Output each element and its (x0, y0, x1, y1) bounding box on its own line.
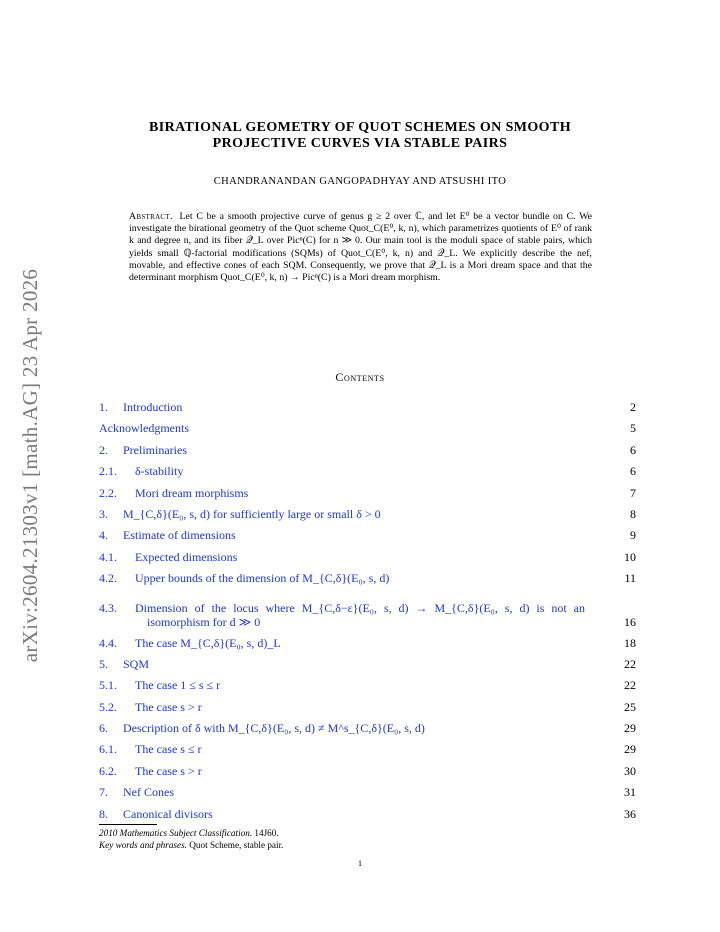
toc-entry-link[interactable] (99, 739, 202, 760)
toc-entry-number: 2.1. (99, 464, 117, 479)
table-of-contents (99, 397, 636, 825)
toc-entry-number: 6. (99, 721, 108, 736)
toc-entry-link[interactable] (99, 418, 189, 439)
toc-entry-number: 5.2. (99, 699, 117, 714)
toc-entry-number: 8. (99, 806, 108, 821)
toc-entry-title: The case s > r (135, 699, 202, 714)
toc-entry-page: 30 (624, 763, 636, 778)
toc-entry-page: 29 (624, 721, 636, 736)
arxiv-identifier: arXiv:2604.21303v1 [math.AG] 23 Apr 2026 (18, 268, 43, 662)
toc-entry[interactable] (99, 418, 636, 439)
toc-entry-link[interactable] (99, 761, 202, 782)
msc-footnote (99, 828, 619, 840)
toc-entry-page: 31 (624, 785, 636, 800)
toc-entry-number: 6.1. (99, 742, 117, 757)
toc-entry-page: 22 (624, 656, 636, 671)
toc-entry-link[interactable] (99, 397, 182, 418)
toc-entry-page: 29 (624, 742, 636, 757)
toc-entry-page: 25 (624, 699, 636, 714)
toc-entry-title: SQM (123, 656, 150, 671)
toc-entry[interactable] (99, 782, 636, 803)
toc-entry-link[interactable] (99, 804, 213, 825)
toc-entry-link[interactable] (99, 440, 187, 461)
keywords-footnote (99, 840, 619, 852)
keywords-value: Quot Scheme, stable pair. (189, 839, 284, 850)
toc-entry-link[interactable] (99, 654, 149, 675)
toc-entry-title: The case M_{C,δ}(E₀, s, d)_L (135, 635, 281, 650)
toc-entry-title: M_{C,δ}(E₀, s, d) for sufficiently large or small δ > 0 (123, 506, 381, 521)
toc-entry-link[interactable] (99, 461, 183, 482)
abstract (129, 211, 592, 284)
toc-entry-page: 11 (624, 571, 636, 586)
paper-title-line-2: PROJECTIVE CURVES VIA STABLE PAIRS (212, 136, 508, 151)
keywords-label: Key words and phrases. (99, 839, 187, 850)
toc-entry-title: Introduction (123, 400, 183, 414)
abstract-label: Abstract. (129, 211, 173, 222)
toc-entry-title: Canonical divisors (123, 806, 213, 821)
toc-entry-number: 4.3. (99, 600, 117, 615)
toc-entry-title: Description of δ with M_{C,δ}(E₀, s, d) ≠ M^s_{C,δ}(E₀, s, d) (123, 721, 425, 736)
paper-authors: CHANDRANANDAN GANGOPADHYAY AND ATSUSHI ITO (213, 176, 507, 187)
toc-entry-link[interactable] (99, 697, 202, 718)
toc-entry-link[interactable] (99, 568, 389, 589)
arxiv-identifier-sidebar (14, 240, 48, 690)
toc-entry-title: Preliminaries (123, 442, 187, 457)
toc-entry[interactable] (99, 633, 636, 654)
toc-entry-page: 9 (630, 528, 636, 543)
toc-entry-title: δ-stability (135, 464, 184, 479)
toc-entry-number: 7. (99, 785, 108, 800)
toc-entry-title: The case s > r (135, 763, 202, 778)
toc-entry[interactable] (99, 675, 636, 696)
toc-entry-page: 2 (630, 400, 636, 414)
toc-entry[interactable] (99, 525, 636, 546)
toc-entry-link[interactable] (99, 633, 281, 654)
toc-entry-page: 6 (630, 442, 636, 457)
toc-entry-number: 6.2. (99, 763, 117, 778)
toc-entry-page: 16 (624, 614, 636, 629)
toc-entry-number: 5.1. (99, 678, 117, 693)
toc-entry-number: 1. (99, 400, 108, 414)
toc-entry-link[interactable] (99, 525, 236, 546)
toc-entry[interactable] (99, 718, 636, 739)
toc-entry[interactable] (99, 654, 636, 675)
toc-entry[interactable] (99, 739, 636, 760)
toc-entry[interactable] (99, 440, 636, 461)
toc-entry-page: 22 (624, 678, 636, 693)
toc-entry-page: 36 (624, 806, 636, 821)
toc-entry[interactable] (99, 568, 636, 589)
toc-entry-title: Estimate of dimensions (123, 528, 236, 543)
footnotes (99, 828, 619, 851)
footnote-rule (99, 824, 157, 825)
toc-entry-page: 6 (630, 464, 636, 479)
contents-heading: Contents (335, 370, 385, 384)
toc-entry-number: 3. (99, 506, 108, 521)
toc-entry-title: The case s ≤ r (135, 742, 202, 757)
toc-entry-number: 2.2. (99, 485, 117, 500)
toc-entry-page: 18 (624, 635, 636, 650)
toc-entry[interactable] (99, 397, 636, 418)
toc-entry[interactable] (99, 483, 636, 504)
toc-entry-number: 5. (99, 656, 108, 671)
toc-entry[interactable] (99, 590, 636, 633)
toc-entry[interactable] (99, 504, 636, 525)
paper-title (100, 120, 620, 152)
toc-entry-link[interactable] (99, 483, 248, 504)
toc-entry-number: 4.2. (99, 571, 117, 586)
toc-entry-title: Upper bounds of the dimension of M_{C,δ}(E₀, s, d) (135, 571, 390, 586)
toc-entry-link[interactable] (99, 504, 381, 525)
toc-entry-number: 2. (99, 442, 108, 457)
msc-label: 2010 Mathematics Subject Classification. (99, 828, 253, 838)
toc-entry-title: The case 1 ≤ s ≤ r (135, 678, 221, 693)
msc-value: 14J60. (254, 828, 279, 838)
abstract-text: Let C be a smooth projective curve of genus g ≥ 2 over ℂ, and let E⁰ be a vector bundle on C. We investigate the birational geometry of the Quot scheme Quot_C(E⁰, k, n), which parametrizes quotients of E⁰ of rank k and degree n, and its fiber 𝒬_L over Picⁿ(C) for n ≫ 0. Our main tool is the moduli space of stable pairs, which yields small ℚ-factorial modifications (SQMs) of Quot_C(E⁰, k, n) and 𝒬_L. We explicitly describe the nef, movable, and effective cones of each SQM. Consequently, we prove that 𝒬_L is a Mori dream space and that the determinant morphism Quot_C(E⁰, k, n) → Picⁿ(C) is a Mori dream morphism. (129, 211, 593, 284)
toc-entry-page: 10 (624, 549, 636, 564)
toc-entry-number: 4.1. (99, 549, 117, 564)
toc-entry-title: Mori dream morphisms (135, 485, 249, 500)
toc-entry-link[interactable] (99, 547, 237, 568)
toc-entry-link[interactable] (99, 718, 425, 739)
page-number: 1 (357, 858, 363, 868)
toc-entry-title: Nef Cones (123, 785, 174, 800)
toc-entry-page: 5 (630, 421, 636, 436)
toc-entry[interactable] (99, 761, 636, 782)
toc-entry-link[interactable] (99, 782, 174, 803)
toc-entry-page: 8 (630, 506, 636, 521)
toc-entry-page: 7 (630, 485, 636, 500)
toc-entry[interactable] (99, 547, 636, 568)
toc-entry-title: Dimension of the locus where M_{C,δ−ε}(E₀, s, d) → M_{C,δ}(E₀, s, d) is not an isomorphism for d ≫ 0 (135, 600, 585, 629)
toc-entry-number: 4.4. (99, 635, 117, 650)
toc-entry-title: Acknowledgments (99, 421, 189, 436)
toc-entry-link[interactable] (99, 675, 220, 696)
toc-entry[interactable] (99, 461, 636, 482)
toc-entry-link[interactable] (99, 601, 585, 629)
toc-entry[interactable] (99, 697, 636, 718)
paper-title-line-1: BIRATIONAL GEOMETRY OF QUOT SCHEMES ON SMOOTH (148, 120, 571, 135)
toc-entry[interactable] (99, 804, 636, 825)
toc-entry-number: 4. (99, 528, 108, 543)
toc-entry-title: Expected dimensions (135, 549, 238, 564)
